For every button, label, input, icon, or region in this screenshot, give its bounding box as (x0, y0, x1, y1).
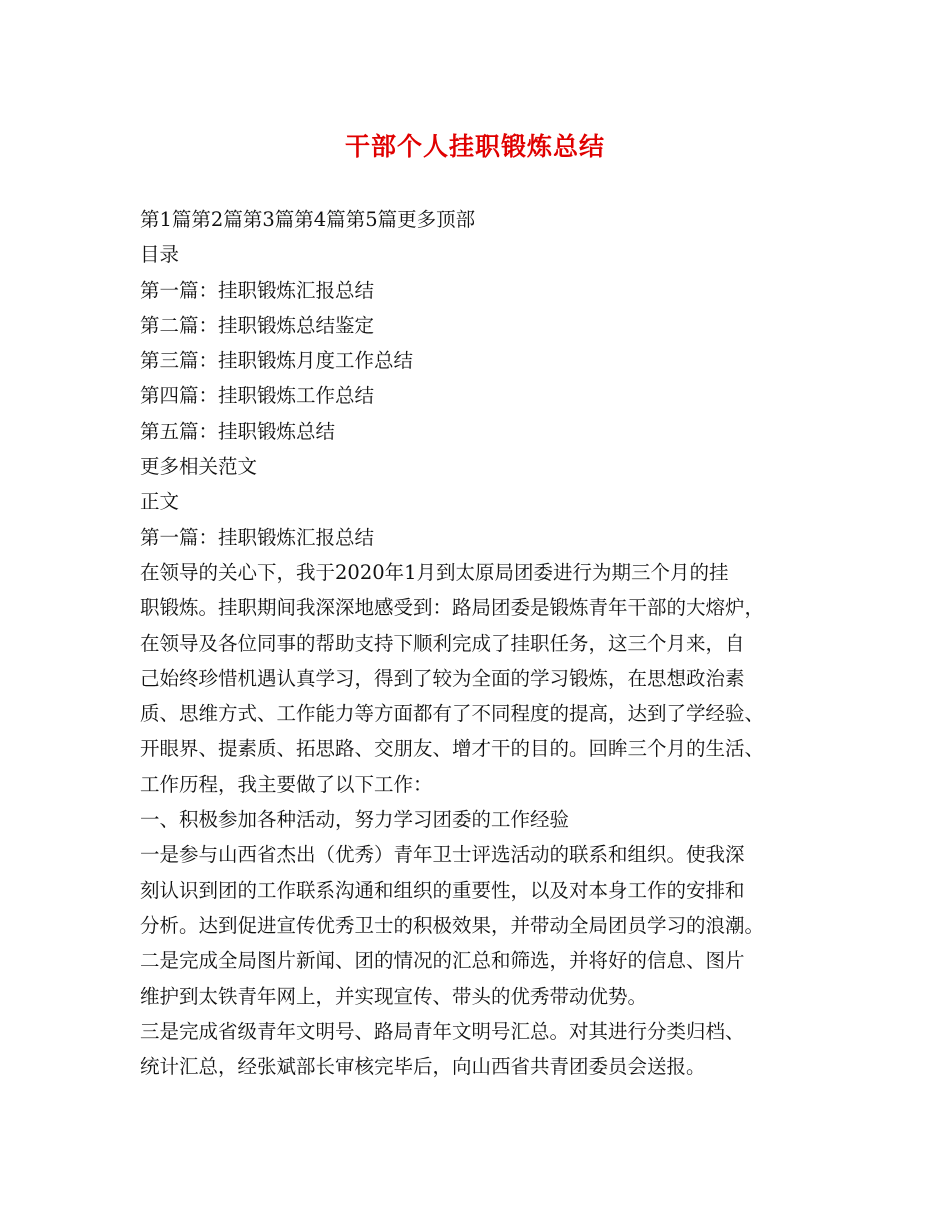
paragraph-line: 分析。达到促进宣传优秀卫士的积极效果，并带动全局团员学习的浪潮。 (140, 913, 765, 937)
toc-item-part-3[interactable]: 第三篇：挂职锻炼月度工作总结 (140, 349, 414, 373)
paragraph-line: 在领导的关心下，我于2020年1月到太原局团委进行为期三个月的挂 (140, 560, 729, 584)
page-title: 干部个人挂职锻炼总结 (344, 132, 605, 161)
paragraph-line: 一是参与山西省杰出（优秀）青年卫士评选活动的联系和组织。使我深 (140, 843, 745, 867)
paragraph-line: 二是完成全局图片新闻、团的情况的汇总和筛选，并将好的信息、图片 (140, 949, 745, 973)
body-heading: 正文 (140, 490, 180, 514)
toc-item-part-5[interactable]: 第五篇：挂职锻炼总结 (140, 419, 336, 443)
paragraph-line: 在领导及各位同事的帮助支持下顺利完成了挂职任务，这三个月来，自 (140, 631, 745, 655)
toc-heading: 目录 (140, 243, 180, 267)
paragraph-line: 统计汇总，经张斌部长审核完毕后，向山西省共青团委员会送报。 (140, 1055, 706, 1079)
subsection-heading: 一、积极参加各种活动，努力学习团委的工作经验 (140, 808, 570, 832)
paragraph-line: 三是完成省级青年文明号、路局青年文明号汇总。对其进行分类归档、 (140, 1019, 745, 1043)
nav-link-part-1[interactable]: 第1篇 (140, 208, 192, 231)
paragraph-line: 开眼界、提素质、拓思路、交朋友、增才干的目的。回眸三个月的生活、 (140, 737, 765, 761)
paragraph-line: 己始终珍惜机遇认真学习，得到了较为全面的学习锻炼，在思想政治素 (140, 666, 745, 690)
nav-link-top[interactable]: 顶部 (436, 208, 476, 231)
nav-link-more[interactable]: 更多 (397, 208, 437, 231)
nav-link-part-4[interactable]: 第4篇 (294, 208, 346, 231)
toc-item-more-related[interactable]: 更多相关范文 (140, 455, 258, 479)
document-body (140, 202, 830, 1084)
nav-link-part-3[interactable]: 第3篇 (242, 208, 295, 231)
paragraph-line: 刻认识到团的工作联系沟通和组织的重要性，以及对本身工作的安排和 (140, 878, 745, 902)
toc-nav (140, 202, 830, 237)
section-heading: 第一篇：挂职锻炼汇报总结 (140, 525, 375, 549)
toc-item-part-2[interactable]: 第二篇：挂职锻炼总结鉴定 (140, 313, 375, 337)
toc-item-part-1[interactable]: 第一篇：挂职锻炼汇报总结 (140, 278, 375, 302)
paragraph-line: 工作历程，我主要做了以下工作： (140, 772, 433, 796)
nav-link-part-2[interactable]: 第2篇 (191, 208, 243, 231)
paragraph-line: 职锻炼。挂职期间我深深地感受到：路局团委是锻炼青年干部的大熔炉， (140, 596, 765, 620)
paragraph-line: 维护到太铁青年网上，并实现宣传、带头的优秀带动优势。 (140, 984, 648, 1008)
toc-item-part-4[interactable]: 第四篇：挂职锻炼工作总结 (140, 384, 375, 408)
paragraph-line: 质、思维方式、工作能力等方面都有了不同程度的提高，达到了学经验、 (140, 702, 765, 726)
nav-link-part-5[interactable]: 第5篇 (345, 208, 398, 231)
